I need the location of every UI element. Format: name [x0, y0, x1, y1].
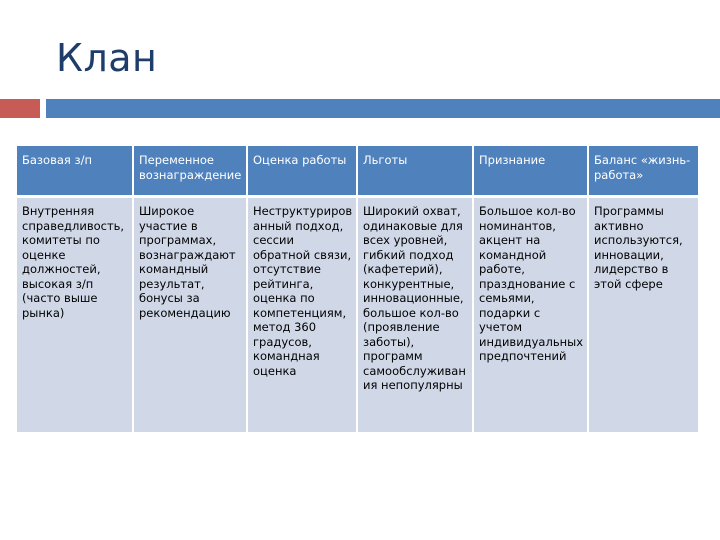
accent-bar-blue — [46, 99, 720, 118]
cell-performance-review: Неструктурированный подход, сессии обратной связи, отсутствие рейтинга, оценка по компетенциям, метод 360 градусов, командная оценка — [248, 198, 358, 432]
slide-title: Клан — [56, 36, 158, 80]
accent-bar-red — [0, 99, 40, 118]
header-work-life-balance: Баланс «жизнь-работа» — [589, 146, 698, 198]
cell-variable-pay: Широкое участие в программах, вознаграждают командный результат, бонусы за рекомендацию — [134, 198, 248, 432]
cell-work-life-balance: Программы активно используются, инновации, лидерство в этой сфере — [589, 198, 698, 432]
header-performance-review: Оценка работы — [248, 146, 358, 198]
cell-benefits: Широкий охват, одинаковые для всех уровней, гибкий подход (кафетерий), конкурентные, инновационные, большое кол-во (проявление заботы), программ самообслуживания непопулярны — [358, 198, 474, 432]
cell-recognition: Большое кол-во номинантов, акцент на командной работе, празднование с семьями, подарки с учетом индивидуальных предпочтений — [474, 198, 589, 432]
culture-table — [17, 146, 698, 432]
cell-base-salary: Внутренняя справедливость, комитеты по оценке должностей, высокая з/п (часто выше рынка) — [17, 198, 134, 432]
header-base-salary: Базовая з/п — [17, 146, 134, 198]
header-benefits: Льготы — [358, 146, 474, 198]
table-row — [17, 198, 698, 432]
header-variable-pay: Переменное вознаграждение — [134, 146, 248, 198]
header-recognition: Признание — [474, 146, 589, 198]
table-header-row — [17, 146, 698, 198]
